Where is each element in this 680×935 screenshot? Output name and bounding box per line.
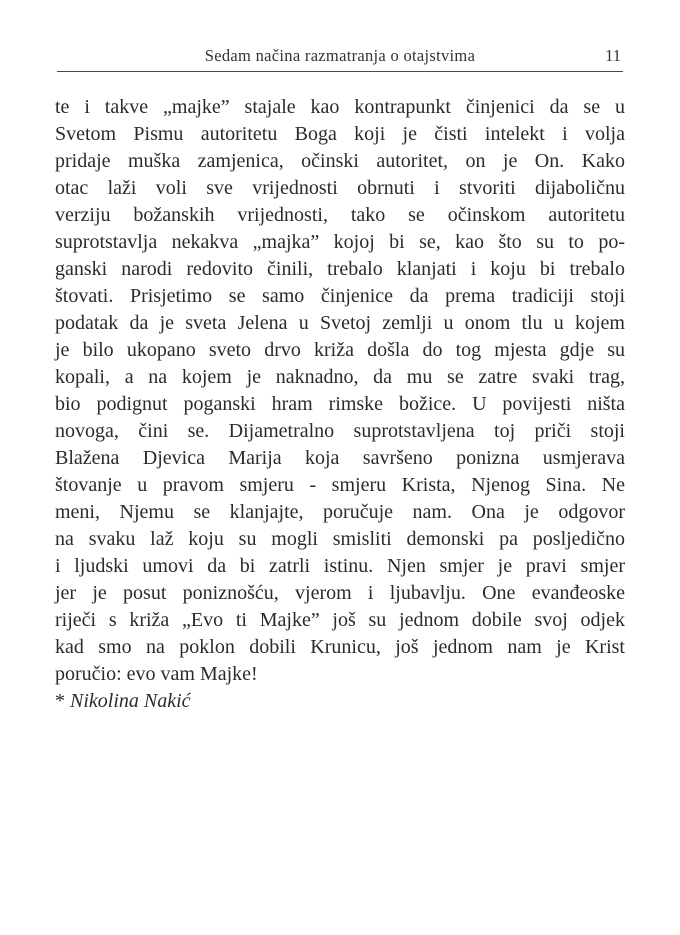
text-line: otac laži voli sve vrijednosti obrnuti i stvoriti dijaboličnu bbox=[55, 177, 625, 199]
running-head-title: Sedam načina razmatranja o otajstvima bbox=[204, 46, 476, 65]
text-line: i ljudski umovi da bi zatrli istinu. Njen smjer je pravi smjer bbox=[55, 555, 625, 577]
text-line: jer je posut poniznošću, vjerom i ljubavlju. One evanđeoske bbox=[55, 582, 625, 604]
text-line: te i takve „majke” stajale kao kontrapunkt činjenici da se u bbox=[55, 96, 625, 118]
text-line: verziju božanskih vrijednosti, tako se očinskom autoritetu bbox=[55, 204, 625, 226]
text-line: štovanje u pravom smjeru - smjeru Krista, Njenog Sina. Ne bbox=[55, 474, 625, 496]
text-line: suprotstavlja nekakva „majka” kojoj bi se, kao što su to po- bbox=[55, 231, 625, 253]
attribution-author-name: Nikolina Nakić bbox=[70, 690, 191, 712]
text-line: je bilo ukopano sveto drvo križa došla do tog mjesta gdje su bbox=[55, 339, 625, 361]
header bbox=[57, 46, 623, 72]
text-line: Blažena Djevica Marija koja savršeno ponizna usmjerava bbox=[55, 447, 625, 469]
text-line: poručio: evo vam Majke! bbox=[55, 663, 258, 685]
text-line: podatak da je sveta Jelena u Svetoj zemlji u onom tlu u kojem bbox=[55, 312, 625, 334]
body-text bbox=[55, 94, 625, 715]
text-line: novoga, čini se. Dijametralno suprotstavljena toj priči stoji bbox=[55, 420, 625, 442]
text-line: riječi s križa „Evo ti Majke” još su jednom dobile svoj odjek bbox=[55, 609, 625, 631]
text-line: na svaku laž koju su mogli smisliti demonski pa posljedično bbox=[55, 528, 625, 550]
text-line: kopali, a na kojem je naknadno, da mu se zatre svaki trag, bbox=[55, 366, 625, 388]
text-line: kad smo na poklon dobili Krunicu, još jednom nam je Krist bbox=[55, 636, 625, 658]
attribution-marker: * bbox=[55, 690, 65, 712]
attribution-line bbox=[55, 688, 625, 715]
text-line: štovati. Prisjetimo se samo činjenice da prema tradiciji stoji bbox=[55, 285, 625, 307]
text-line: pridaje muška zamjenica, očinski autoritet, on je On. Kako bbox=[55, 150, 625, 172]
text-line: Svetom Pismu autoritetu Boga koji je čisti intelekt i volja bbox=[55, 123, 625, 145]
page-number: 11 bbox=[605, 46, 621, 65]
text-line: ganski narodi redovito činili, trebalo klanjati i koju bi trebalo bbox=[55, 258, 625, 280]
text-line: bio podignut poganski hram rimske božice. U povijesti ništa bbox=[55, 393, 625, 415]
text-line: meni, Njemu se klanjajte, poručuje nam. Ona je odgovor bbox=[55, 501, 625, 523]
